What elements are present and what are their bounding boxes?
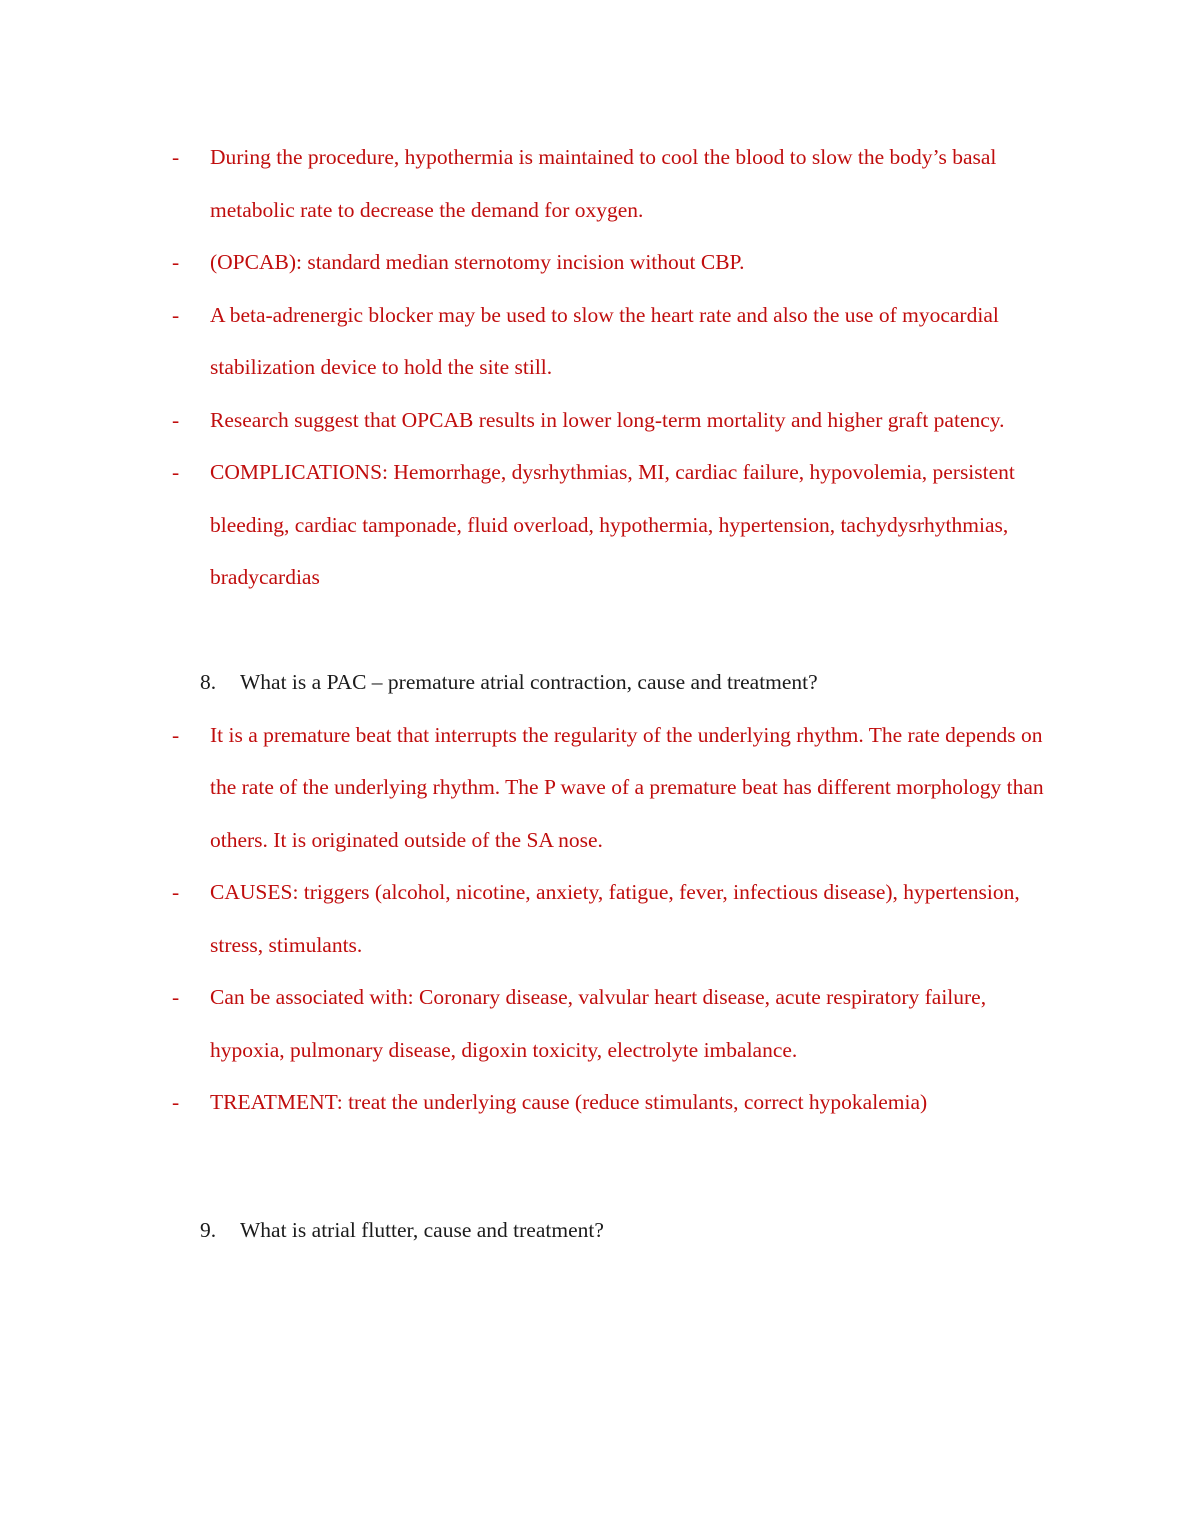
bullet-text: Can be associated with: Coronary disease, valvular heart disease, acute respiratory failure, hypoxia, pulmonary disease, digoxin toxicity, electrolyte imbalance. <box>210 985 987 1062</box>
bullet-text: It is a premature beat that interrupts the regularity of the underlying rhythm. The rate depends on the rate of the underlying rhythm. The P wave of a premature beat has different morphology than others. It is originated outside of the SA nose. <box>210 722 1044 852</box>
bullet-dash: - <box>172 722 180 747</box>
list-item <box>172 709 1058 867</box>
bullet-text: Research suggest that OPCAB results in lower long-term mortality and higher graft patency. <box>210 407 1005 432</box>
bullet-dash: - <box>172 460 180 484</box>
list-item <box>172 394 1058 447</box>
bullet-text: TREATMENT: treat the underlying cause (reduce stimulants, correct hypokalemia) <box>210 1090 928 1114</box>
bullet-dash: - <box>172 985 180 1009</box>
list-item <box>172 236 1058 289</box>
question-8 <box>200 656 1058 709</box>
bullet-text: (OPCAB): standard median sternotomy incision without CBP. <box>210 250 745 274</box>
bullet-text: COMPLICATIONS: Hemorrhage, dysrhythmias, MI, cardiac failure, hypovolemia, persistent bleeding, cardiac tamponade, fluid overload, hypothermia, hypertension, tachydysrhythmias, bradycardias <box>210 460 1015 589</box>
question-9 <box>200 1204 1058 1257</box>
bullet-dash: - <box>172 880 180 904</box>
bullet-text: During the procedure, hypothermia is maintained to cool the blood to slow the body’s basal metabolic rate to decrease the demand for oxygen. <box>210 145 997 222</box>
bullet-dash: - <box>172 407 180 432</box>
bullet-dash: - <box>172 250 180 274</box>
bullet-list-pac <box>172 709 1058 1129</box>
list-item <box>172 971 1058 1076</box>
list-item <box>172 446 1058 604</box>
question-9-text: What is atrial flutter, cause and treatment? <box>240 1217 604 1242</box>
bullet-dash: - <box>172 302 180 327</box>
document-content <box>172 131 1058 1256</box>
question-8-number: 8. <box>200 670 217 694</box>
bullet-dash: - <box>172 1090 180 1114</box>
bullet-list-opcab <box>172 131 1058 604</box>
list-item <box>172 1076 1058 1129</box>
question-9-number: 9. <box>200 1217 217 1242</box>
list-item <box>172 866 1058 971</box>
question-8-text: What is a PAC – premature atrial contraction, cause and treatment? <box>240 670 818 694</box>
list-item <box>172 289 1058 394</box>
bullet-text: A beta-adrenergic blocker may be used to slow the heart rate and also the use of myocardial stabilization device to hold the site still. <box>210 302 999 379</box>
bullet-text: CAUSES: triggers (alcohol, nicotine, anxiety, fatigue, fever, infectious disease), hypertension, stress, stimulants. <box>210 880 1020 957</box>
bullet-dash: - <box>172 145 180 169</box>
list-item <box>172 131 1058 236</box>
